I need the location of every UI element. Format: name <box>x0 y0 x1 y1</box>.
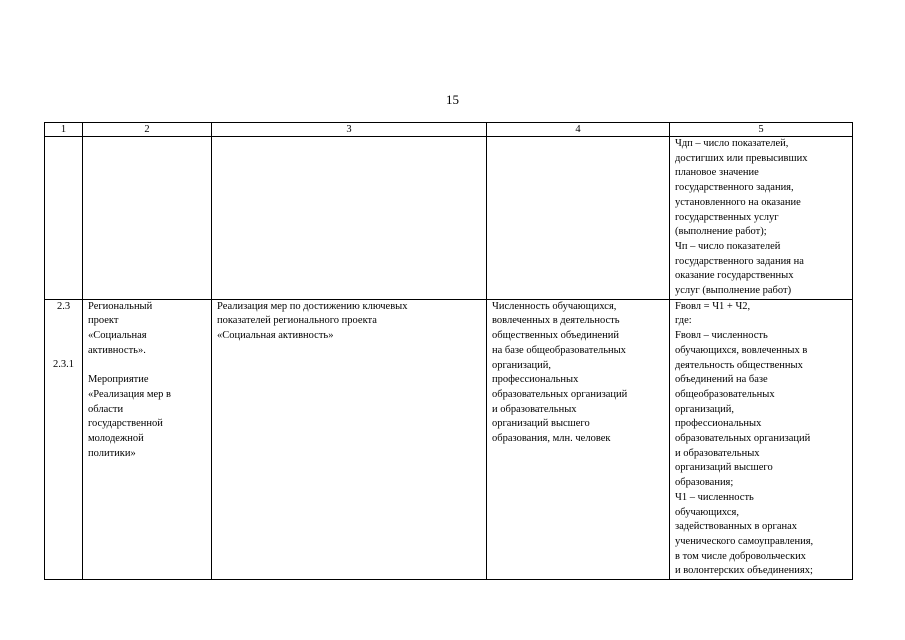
project-title-line: активность». <box>88 344 146 356</box>
formula-line: обучающихся, вовлеченных в <box>675 344 808 356</box>
table-row-continuation <box>45 137 853 300</box>
row1-col5-line: оказание государственных <box>675 270 794 282</box>
row2-col2 <box>83 299 212 579</box>
row1-col5-line: (выполнение работ); <box>675 226 767 238</box>
measure-title-line: политики» <box>88 447 136 459</box>
item-number-2-3-1: 2.3.1 <box>53 359 74 371</box>
indicator-line: общественных объединений <box>492 330 619 342</box>
indicator-line: вовлеченных в деятельность <box>492 315 620 327</box>
description-line: «Социальная активность» <box>217 330 334 342</box>
formula-line: обучающихся, <box>675 506 739 518</box>
formula-line: профессиональных <box>675 418 762 430</box>
row1-col5-line: установленного на оказание <box>675 196 801 208</box>
row1-col5-line: государственного задания, <box>675 182 794 194</box>
row1-col5-line: Чп – число показателей <box>675 240 781 252</box>
formula-line: объединений на базе <box>675 374 768 386</box>
row1-col5-line: достигших или превысивших <box>675 152 808 164</box>
formula-line: образовательных организаций <box>675 433 811 445</box>
row1-col4 <box>487 137 670 300</box>
description-line: Реализация мер по достижению ключевых <box>217 300 408 312</box>
header-cell-3: 3 <box>212 123 487 137</box>
table-row-2-3 <box>45 299 853 579</box>
row1-col5-line: плановое значение <box>675 167 759 179</box>
indicator-line: образовательных организаций <box>492 388 628 400</box>
row1-col5 <box>670 137 853 300</box>
formula-line: Fвовл = Ч1 + Ч2, <box>675 300 751 312</box>
measure-title-line: области <box>88 403 124 415</box>
formula-line: организаций высшего <box>675 462 773 474</box>
row1-col5-line: государственного задания на <box>675 255 804 267</box>
indicator-line: Численность обучающихся, <box>492 300 617 312</box>
row1-col5-line: услуг (выполнение работ) <box>675 285 792 297</box>
formula-line: образования; <box>675 477 734 489</box>
table-header-row <box>45 123 853 137</box>
page-number: 15 <box>446 92 459 107</box>
row1-col1 <box>45 137 83 300</box>
formula-line: и образовательных <box>675 447 760 459</box>
row1-col3 <box>212 137 487 300</box>
spacer <box>50 314 77 358</box>
formula-line: задействованных в органах <box>675 521 798 533</box>
formula-line: ученического самоуправления, <box>675 535 814 547</box>
measure-title-line: государственной <box>88 418 163 430</box>
row1-col5-line: Чдп – число показателей, <box>675 138 789 149</box>
item-number-2-3: 2.3 <box>56 300 71 312</box>
formula-line: общеобразовательных <box>675 388 775 400</box>
indicator-line: организаций высшего <box>492 418 590 430</box>
description-line: показателей регионального проекта <box>217 315 377 327</box>
indicator-line: на базе общеобразовательных <box>492 344 626 356</box>
formula-line: в том числе добровольческих <box>675 550 806 562</box>
header-cell-2: 2 <box>83 123 212 137</box>
row2-col3 <box>212 299 487 579</box>
document-table <box>44 122 853 580</box>
measure-title-line: Мероприятие <box>88 374 149 386</box>
formula-line: Fвовл – численность <box>675 330 768 342</box>
row2-col4 <box>487 299 670 579</box>
indicator-line: профессиональных <box>492 374 579 386</box>
formula-line: деятельность общественных <box>675 359 803 371</box>
spacer-line <box>88 359 206 374</box>
measure-title-line: молодежной <box>88 433 144 445</box>
formula-line: где: <box>675 315 692 327</box>
row2-col1 <box>45 299 83 579</box>
row2-col5 <box>670 299 853 579</box>
project-title-line: Региональный <box>88 300 153 312</box>
indicator-line: образования, млн. человек <box>492 433 611 445</box>
measure-title-line: «Реализация мер в <box>88 388 171 400</box>
row1-col5-line: государственных услуг <box>675 211 779 223</box>
formula-line: Ч1 – численность <box>675 491 754 503</box>
formula-line: и волонтерских объединениях; <box>675 565 813 577</box>
formula-line: организаций, <box>675 403 734 415</box>
header-cell-5: 5 <box>670 123 853 137</box>
header-cell-1: 1 <box>45 123 83 137</box>
project-title-line: проект <box>88 315 119 327</box>
project-title-line: «Социальная <box>88 330 147 342</box>
header-cell-4: 4 <box>487 123 670 137</box>
indicator-line: и образовательных <box>492 403 577 415</box>
indicator-line: организаций, <box>492 359 551 371</box>
row1-col2 <box>83 137 212 300</box>
